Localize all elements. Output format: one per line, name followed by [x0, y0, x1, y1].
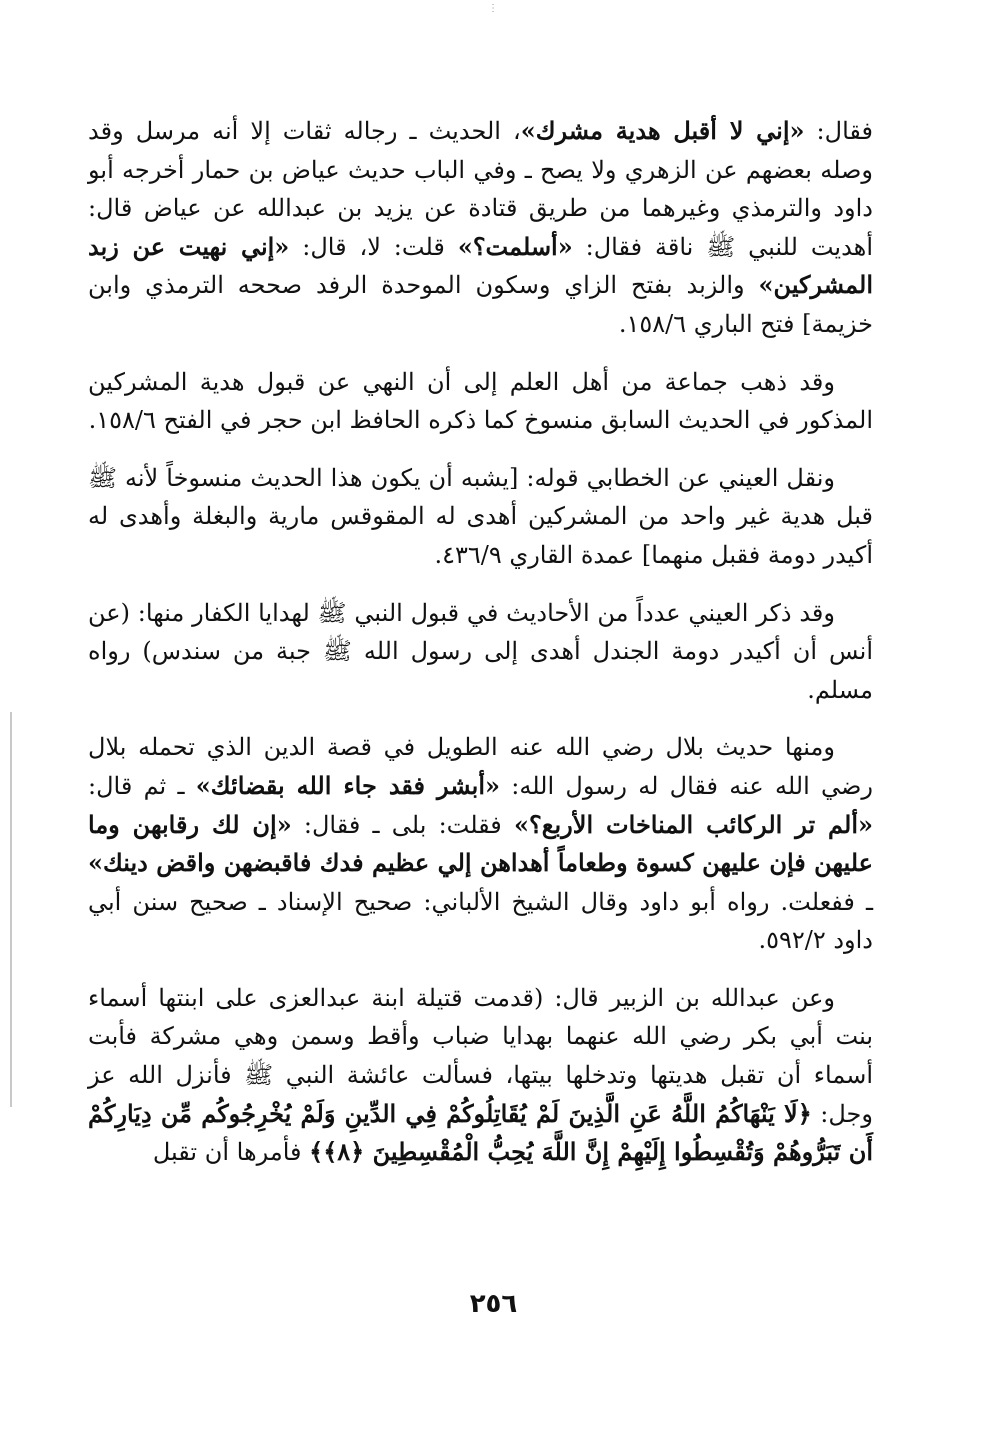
paragraph-6	[88, 979, 873, 1172]
paragraph-1-text: ، الحديث ـ رجاله ثقات إلا أنه مرسل وقد وصله بعضهم عن الزهري ولا يصح ـ وفي الباب حديث عياض بن حمار أخرجه أبو داود والترمذي وغيرهما من طريق قتادة عن يزيد بن عبدالله عن عياض قال: أهديت للنبي ﷺ ناقة فقال:	[88, 117, 874, 261]
hadith-quote: «إني لا أقبل هدية مشرك»	[520, 116, 805, 145]
paragraph-5-text: فقلت: بلى ـ فقال:	[291, 810, 514, 839]
page-number: ٢٥٦	[469, 1289, 518, 1319]
hadith-quote: «ألم تر الركائب المناخات الأربع؟»	[513, 809, 874, 839]
hadith-quote: «أسلمت؟»	[457, 231, 573, 261]
paragraph-3	[88, 459, 873, 575]
hadith-quote: «إني نهيت عن زبد المشركين»	[88, 231, 873, 300]
paragraph-6-text: وعن عبدالله بن الزبير قال: (قدمت قتيلة ابنة عبدالعزى على ابنتها أسماء بنت أبي بكر رضي الله عنهما بهدايا ضباب وأقط وسمن وهي مشركة فأبت أسماء أن تقبل هديتها وتدخلها بيتها، فسألت عائشة النبي ﷺ فأنزل الله عز وجل:	[88, 983, 873, 1128]
paragraph-5-text: ـ ثم قال:	[88, 771, 196, 800]
paragraph-3-text: ونقل العيني عن الخطابي قوله: [يشبه أن يكون هذا الحديث منسوخاً لأنه ﷺ قبل هدية غير واحد من المشركين أهدى له المقوقس مارية والبغلة وأهدى له أكيدر دومة فقبل منهما] عمدة القاري ٤٣٦/٩.	[88, 463, 873, 569]
paragraph-1-text: فقال:	[804, 117, 874, 145]
scan-margin-line	[10, 712, 12, 1107]
hadith-quote: «إن لك رقابهن وما عليهن فإن عليهن كسوة وطعاماً أهداهن إلي عظيم فدك فاقبضهن واقض دينك»	[88, 809, 873, 878]
paragraph-5-text: ومنها حديث بلال رضي الله عنه الطويل في قصة الدين الذي تحمله بلال رضي الله عنه فقال له رسول الله:	[88, 733, 873, 800]
paragraph-2-text: وقد ذهب جماعة من أهل العلم إلى أن النهي عن قبول هدية المشركين المذكور في الحديث السابق منسوخ كما ذكره الحافظ ابن حجر في الفتح ١٥٨/٦.	[88, 367, 873, 435]
paragraph-4-text: وقد ذكر العيني عدداً من الأحاديث في قبول النبي ﷺ لهدايا الكفار منها: (عن أنس أن أكيدر دومة الجندل أهدى إلى رسول الله ﷺ جبة من سندس) رواه مسلم.	[88, 598, 873, 704]
hadith-quote: «أبشر فقد جاء الله بقضائك»	[195, 770, 501, 800]
quran-verse: ﴿لَا يَنْهَاكُمُ اللَّهُ عَنِ الَّذِينَ لَمْ يُقَاتِلُوكُمْ فِي الدِّينِ وَلَمْ يُخْرِجُوكُم مِّن دِيَارِكُمْ أَن تَبَرُّوهُمْ وَتُقْسِطُوا إِلَيْهِمْ إِنَّ اللَّهَ يُحِبُّ الْمُقْسِطِينَ ﴿٨﴾﴾	[88, 1098, 873, 1167]
paragraph-1-text: والزبد بفتح الزاي وسكون الموحدة الرفد صححه الترمذي وابن خزيمة] فتح الباري ١٥٨/٦.	[88, 271, 873, 338]
paragraph-1	[88, 112, 873, 344]
paragraph-5-text: ـ ففعلت. رواه أبو داود وقال الشيخ الألباني: صحيح الإسناد ـ صحيح سنن أبي داود ٥٩٢/٢.	[88, 887, 873, 955]
paragraph-4	[88, 594, 873, 710]
paragraph-6-text: فأمرها أن تقبل	[152, 1138, 310, 1167]
paragraph-5	[88, 728, 873, 960]
page-body	[88, 112, 873, 1191]
paragraph-1-text: قلت: لا، قال:	[289, 232, 458, 261]
paragraph-2	[88, 363, 873, 440]
scan-mark: ⋮	[488, 3, 500, 14]
